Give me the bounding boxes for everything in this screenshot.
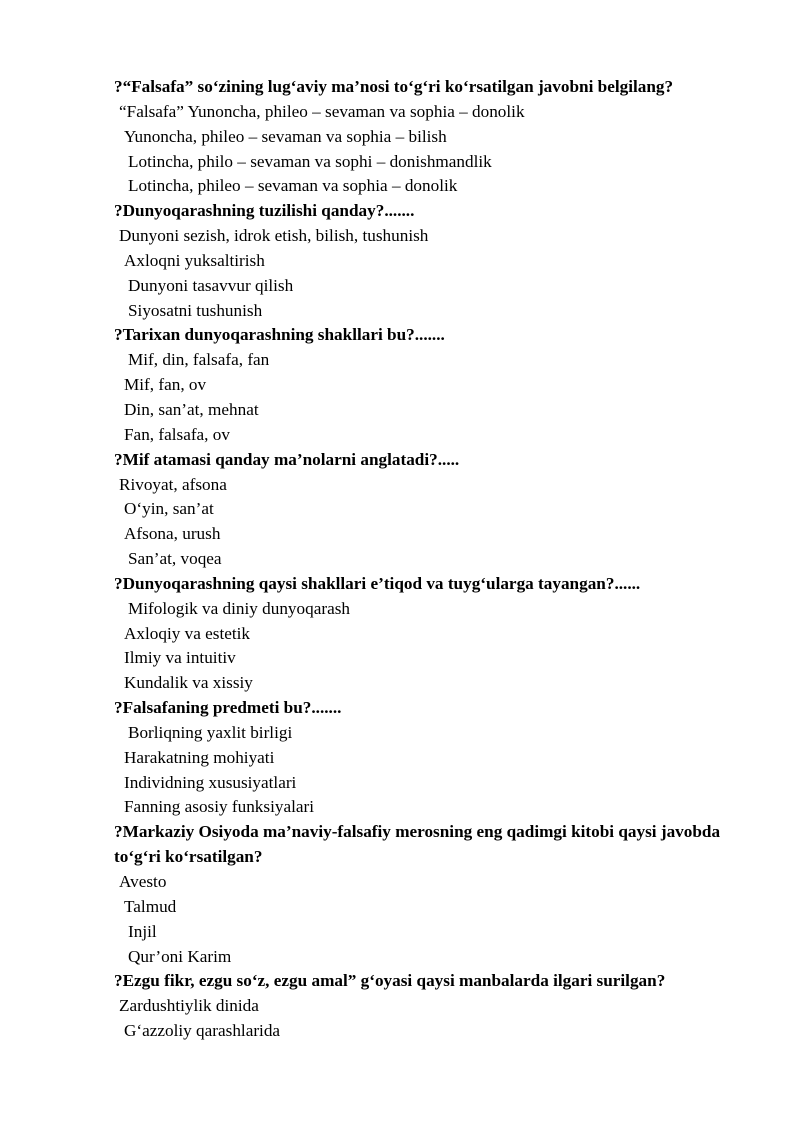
answer-6-2: Harakatning mohiyati [124, 747, 275, 767]
answer-5-1: Mifologik va diniy dunyoqarash [128, 598, 350, 618]
answer-1-3: Lotincha, philo – sevaman va sophi – donishmandlik [128, 151, 492, 171]
answer-8-1: Zardushtiylik dinida [119, 996, 259, 1016]
answer-3-2: Mif, fan, ov [124, 375, 207, 395]
answer-5-3: Ilmiy va intuitiv [124, 648, 236, 668]
question-8: ?Ezgu fikr, ezgu so‘z, ezgu amal” g‘oyasi qaysi manbalarda ilgari surilgan? [114, 971, 666, 991]
question-2: ?Dunyoqarashning tuzilishi qanday?....... [114, 201, 415, 221]
answer-4-3: Afsona, urush [124, 524, 221, 544]
answer-2-4: Siyosatni tushunish [128, 300, 263, 320]
answer-1-4: Lotincha, phileo – sevaman va sophia – donolik [128, 176, 458, 196]
question-1: ?“Falsafa” so‘zining lug‘aviy ma’nosi to‘g‘ri ko‘rsatilgan javobni belgilang? [114, 77, 674, 96]
answer-2-2: Axloqni yuksaltirish [124, 250, 265, 270]
answer-3-3: Din, san’at, mehnat [124, 399, 259, 419]
answer-5-2: Axloqiy va estetik [124, 623, 251, 643]
answer-6-4: Fanning asosiy funksiyalari [124, 797, 314, 817]
question-7: ?Markaziy Osiyoda ma’naviy-falsafiy merosning eng qadimgi kitobi qaysi javobda to‘g‘ri ko‘rsatilgan? [114, 822, 721, 867]
answer-6-1: Borliqning yaxlit birligi [128, 722, 293, 742]
answer-4-4: San’at, voqea [128, 549, 222, 569]
answer-1-2: Yunoncha, phileo – sevaman va sophia – bilish [124, 126, 447, 146]
question-4: ?Mif atamasi qanday ma’nolarni anglatadi?..... [114, 449, 460, 469]
answer-3-4: Fan, falsafa, ov [124, 424, 230, 444]
answer-4-2: O‘yin, san’at [124, 499, 214, 519]
answer-4-1: Rivoyat, afsona [119, 474, 227, 494]
answer-6-3: Individning xususiyatlari [124, 772, 297, 792]
answer-2-1: Dunyoni sezish, idrok etish, bilish, tushunish [119, 226, 429, 246]
answer-3-1: Mif, din, falsafa, fan [128, 350, 270, 370]
answer-2-3: Dunyoni tasavvur qilish [128, 275, 294, 295]
answer-7-4: Qur’oni Karim [128, 946, 232, 966]
question-5: ?Dunyoqarashning qaysi shakllari e’tiqod va tuyg‘ularga tayangan?...... [114, 573, 641, 593]
answer-7-2: Talmud [124, 896, 177, 916]
question-6: ?Falsafaning predmeti bu?....... [114, 698, 342, 718]
answer-1-1: “Falsafa” Yunoncha, phileo – sevaman va sophia – donolik [119, 101, 525, 121]
quiz-content [114, 75, 754, 1044]
answer-7-3: Injil [128, 921, 157, 941]
answer-5-4: Kundalik va xissiy [124, 673, 253, 693]
answer-7-1: Avesto [119, 872, 167, 891]
question-3: ?Tarixan dunyoqarashning shakllari bu?....... [114, 325, 445, 345]
answer-8-2: G‘azzoliy qarashlarida [124, 1021, 281, 1041]
